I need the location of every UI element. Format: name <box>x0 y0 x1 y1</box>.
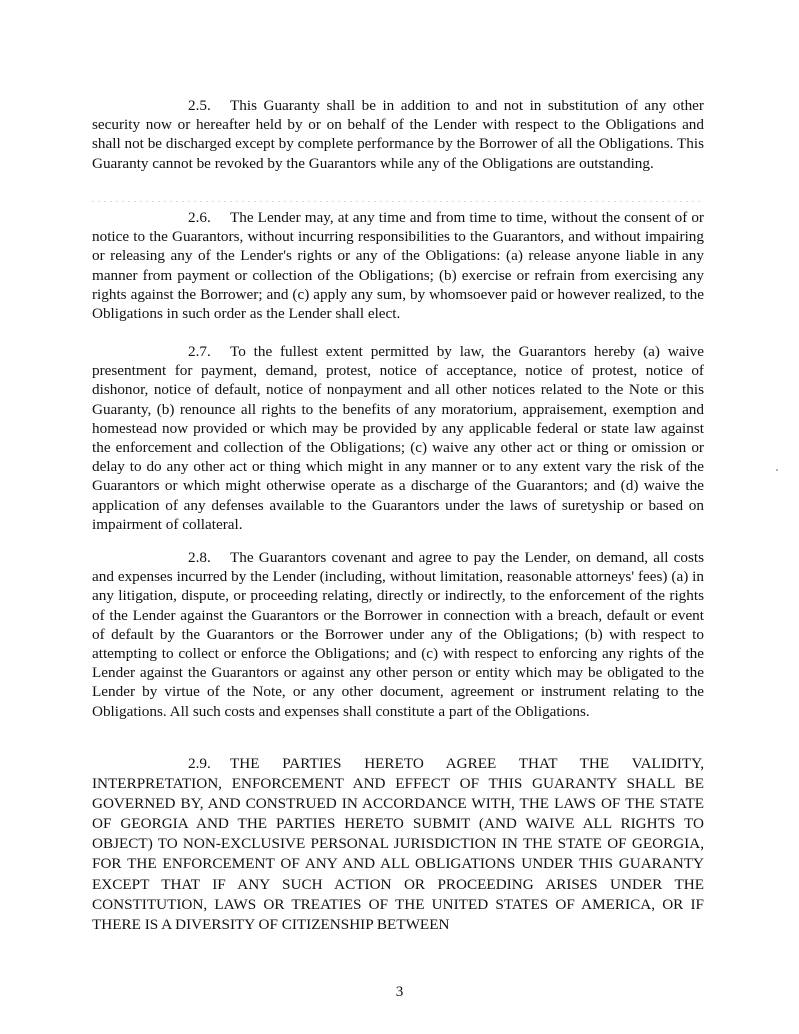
section-number: 2.5. <box>188 97 211 114</box>
section-text: This Guaranty shall be in addition to and not in substitution of any other security now or hereafter held by or on behalf of the Lender with respect to the Obligations and shall not be discharged except by complete performance by the Borrower of all the Obligations. This Guaranty cannot be revoked by the Guarantors while any of the Obligations are outstanding. <box>92 97 704 172</box>
section-text: The Lender may, at any time and from time to time, without the consent of or notice to the Guarantors, without incurring responsibilities to the Guarantors, and without impairing or releasing any of the Lender's rights or any of the Obligations: (a) release anyone liable in any manner from payment or collection of the Obligations; (b) exercise or refrain from exercising any rights against the Borrower; and (c) apply any sum, by whomsoever paid or however realized, to the Obligations in such order as the Lender shall elect. <box>92 209 704 323</box>
section-2-8 <box>92 548 704 721</box>
section-text: THE PARTIES HERETO AGREE THAT THE VALIDITY, INTERPRETATION, ENFORCEMENT AND EFFECT OF THIS GUARANTY SHALL BE GOVERNED BY, AND CONSTRUED IN ACCORDANCE WITH, THE LAWS OF THE STATE OF GEORGIA AND THE PARTIES HERETO SUBMIT (AND WAIVE ALL RIGHTS TO OBJECT) TO NON-EXCLUSIVE PERSONAL JURISDICTION IN THE STATE OF GEORGIA, FOR THE ENFORCEMENT OF ANY AND ALL OBLIGATIONS UNDER THIS GUARANTY EXCEPT THAT IF ANY SUCH ACTION OR PROCEEDING ARISES UNDER THE CONSTITUTION, LAWS OR TREATIES OF THE UNITED STATES OF AMERICA, OR IF THERE IS A DIVERSITY OF CITIZENSHIP BETWEEN <box>92 755 704 933</box>
section-number: 2.7. <box>188 343 211 360</box>
scan-artifact-line <box>92 201 704 202</box>
scan-artifact-dot <box>776 469 778 471</box>
page-number: 3 <box>395 983 404 1000</box>
section-2-6 <box>92 208 704 323</box>
section-text: To the fullest extent permitted by law, the Guarantors hereby (a) waive presentment for payment, demand, protest, notice of acceptance, notice of protest, notice of dishonor, notice of default, notice of nonpayment and all other notices related to the Note or this Guaranty, (b) renounce all rights to the benefits of any moratorium, appraisement, exemption and homestead now provided or which may be provided by any applicable federal or state law against the enforcement and collection of the Obligations; (c) waive any other act or thing or omission or delay to do any other act or thing which might in any manner or to any extent vary the risk of the Guarantors or which might otherwise operate as a discharge of the Guarantors; and (d) waive the application of any defenses available to the Guarantors under the laws of suretyship or based on impairment of collateral. <box>92 343 704 533</box>
section-2-5 <box>92 96 704 173</box>
section-number: 2.6. <box>188 209 211 226</box>
section-text: The Guarantors covenant and agree to pay the Lender, on demand, all costs and expenses incurred by the Lender (including, without limitation, reasonable attorneys' fees) (a) in any litigation, dispute, or proceeding relating, directly or indirectly, to the enforcement of the rights of the Lender against the Guarantors or the Borrower in connection with a breach, default or event of default by the Guarantors or the Borrower under any of the Obligations; (b) with respect to attempting to collect or enforce the Obligations; and (c) with respect to enforcing any rights of the Lender against the Guarantors or against any other person or entity which may be obligated to the Lender by virtue of the Note, or any other document, agreement or instrument relating to the Obligations. All such costs and expenses shall constitute a part of the Obligations. <box>92 549 704 720</box>
section-2-7 <box>92 342 704 534</box>
section-2-9 <box>92 754 704 935</box>
section-number: 2.9. <box>188 755 211 772</box>
section-number: 2.8. <box>188 549 211 566</box>
